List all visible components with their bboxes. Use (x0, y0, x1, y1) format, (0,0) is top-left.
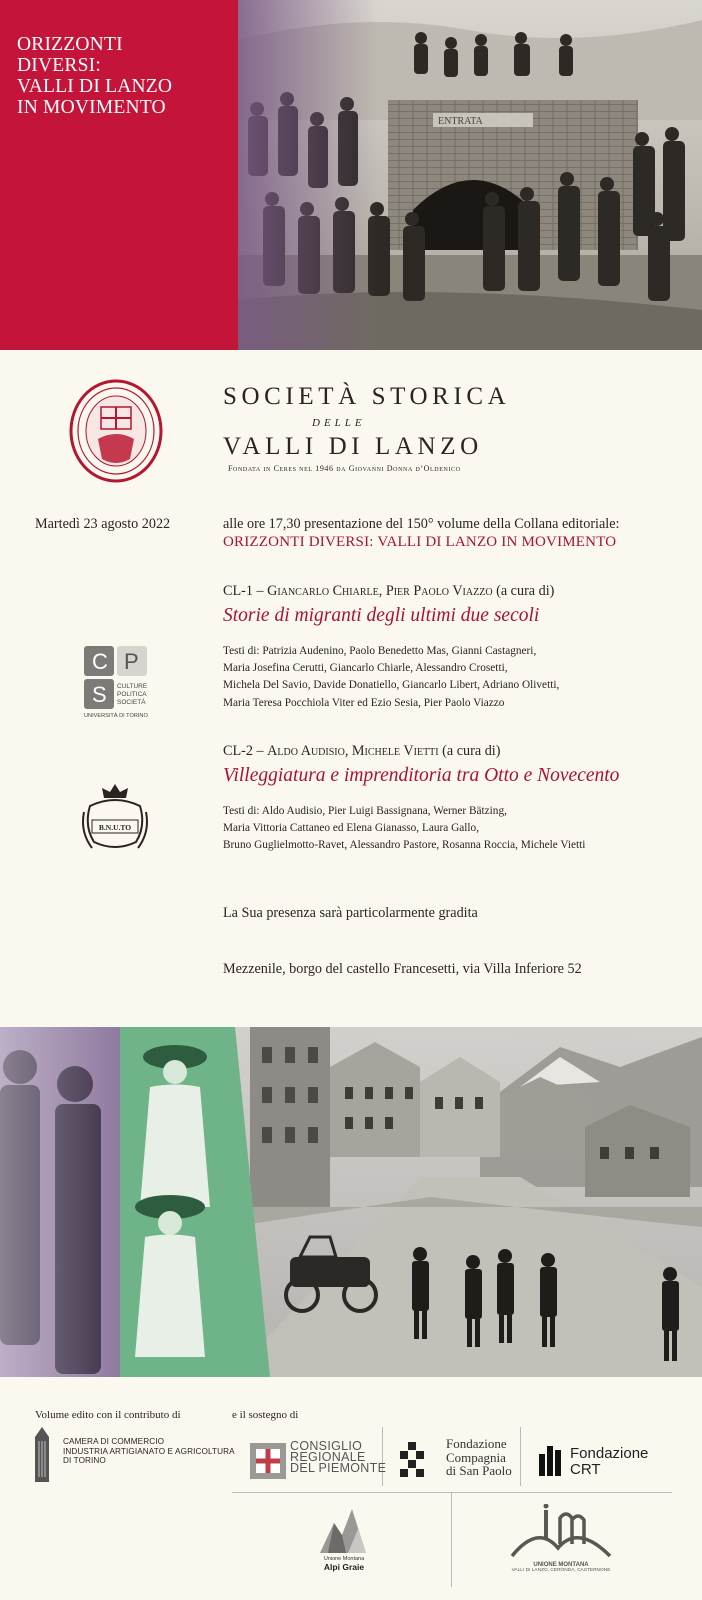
fondazione-crt-text (570, 1446, 648, 1478)
lanzo-line: UNIONE MONTANA (533, 1562, 589, 1568)
chamber-of-commerce-logo (35, 1427, 49, 1482)
piemonte-line: CONSIGLIO (290, 1439, 363, 1453)
chamber-line: CAMERA DI COMMERCIO (63, 1437, 165, 1446)
volume-title: Storie di migranti degli ultimi due secoli (223, 605, 540, 626)
chamber-line: DI TORINO (63, 1456, 106, 1465)
venue-address: Mezzenile, borgo del castello Francesetti, via Villa Inferiore 52 (223, 961, 582, 977)
chamber-line: INDUSTRIA ARTIGIANATO E AGRICOLTURA (63, 1446, 235, 1456)
contribution-caption: Volume edito con il contributo di (35, 1409, 181, 1421)
historical-collage-photo (0, 1027, 702, 1377)
support-caption: e il sostegno di (232, 1409, 299, 1421)
bnuto-label: B.N.U.TO (98, 823, 132, 832)
valli-di-lanzo-union-text (506, 1562, 616, 1573)
authors-line: Testi di: Aldo Audisio, Pier Luigi Bassignana, Werner Bätzing, (223, 805, 507, 817)
piemonte-line: DEL PIEMONTE (290, 1461, 387, 1475)
event-date: Martedì 23 agosto 2022 (35, 516, 171, 532)
piemonte-council-text (290, 1441, 386, 1474)
alpi-line: Alpi Graie (323, 1562, 365, 1572)
banner-title-line: DIVERSI: (17, 55, 101, 76)
alpi-graie-logo (318, 1505, 368, 1555)
chamber-of-commerce-text (63, 1437, 235, 1466)
divider (520, 1427, 521, 1486)
volume-heading (223, 583, 554, 600)
alpi-line: Unione Montana (323, 1556, 365, 1562)
presence-note: La Sua presenza sarà particolarmente gradita (223, 905, 478, 921)
volume-editors: Aldo Audisio, Michele Vietti (267, 743, 439, 759)
cps-word: SOCIETÀ (117, 699, 146, 706)
society-name-line2: VALLI DI LANZO (223, 433, 483, 460)
cps-letter: C (92, 649, 108, 674)
society-founded: Fondata in Ceres nel 1946 da Giovanni Donna d’Oldenico (228, 464, 461, 473)
cps-logo (84, 646, 152, 720)
authors-line: Bruno Guglielmotto-Ravet, Alessandro Pastore, Rosanna Roccia, Michele Vietti (223, 839, 586, 852)
authors-line: Maria Teresa Pocchiola Viter ed Ezio Sesia, Pier Paolo Viazzo (223, 696, 505, 709)
valli-di-lanzo-union-logo (508, 1504, 614, 1562)
piemonte-council-logo (250, 1443, 286, 1479)
tunnel-workers-photo (238, 0, 702, 350)
fondazione-crt-logo (539, 1446, 561, 1476)
header-banner (0, 0, 702, 350)
banner-title-line: ORIZZONTI (17, 34, 123, 55)
piemonte-line: REGIONALE (290, 1450, 366, 1464)
volume-curated: (a cura di) (496, 583, 555, 599)
volume-editors: Giancarlo Chiarle, Pier Paolo Viazzo (267, 583, 493, 599)
volume-curated: (a cura di) (442, 743, 501, 759)
crt-line: CRT (570, 1461, 601, 1478)
society-seal-logo (68, 379, 164, 483)
divider (451, 1492, 452, 1587)
compagnia-san-paolo-text (446, 1437, 512, 1478)
volume-title: Villeggiatura e imprenditoria tra Otto e Novecento (223, 765, 620, 786)
series-title: ORIZZONTI DIVERSI: VALLI DI LANZO IN MOVIMENTO (223, 534, 617, 550)
authors-line: Maria Josefina Cerutti, Giancarlo Chiarle, Alessandro Crosetti, (223, 662, 508, 675)
volume-code: CL-1 – (223, 583, 264, 599)
lanzo-line: VALLI DI LANZO, CERONDA, CASTERNONE (511, 1568, 611, 1573)
sanpaolo-line: Fondazione (446, 1436, 507, 1451)
cps-word: POLITICA (117, 691, 147, 698)
society-name: SOCIETÀ STORICA (223, 383, 511, 410)
cps-university: UNIVERSITÀ DI TORINO (84, 713, 148, 719)
crt-line: Fondazione (570, 1445, 649, 1462)
sanpaolo-line: di San Paolo (446, 1463, 512, 1478)
alpi-graie-text (314, 1556, 374, 1572)
event-intro: alle ore 17,30 presentazione del 150° volume della Collana editoriale: (223, 516, 620, 532)
authors-line: Testi di: Patrizia Audenino, Paolo Benedetto Mas, Gianni Castagneri, (223, 645, 537, 657)
sanpaolo-line: Compagnia (446, 1449, 506, 1465)
compagnia-san-paolo-logo (398, 1440, 426, 1478)
entrance-sign: ENTRATA (438, 116, 483, 127)
volume-heading (223, 743, 500, 760)
banner-title-line: VALLI DI LANZO (17, 76, 173, 97)
banner-title-line: IN MOVIMENTO (17, 97, 166, 118)
volume-authors (223, 803, 585, 855)
volume-code: CL-2 – (223, 743, 264, 759)
authors-line: Maria Vittoria Cattaneo ed Elena Gianasso, Laura Gallo, (223, 822, 480, 835)
society-delle: DELLE (312, 417, 366, 429)
bnuto-crest-logo (80, 782, 150, 856)
banner-title (17, 34, 232, 118)
cps-letter: P (124, 649, 139, 674)
cps-word: CULTURE (117, 683, 148, 690)
volume-authors (223, 643, 559, 712)
divider (232, 1492, 672, 1493)
cps-letter: S (92, 682, 107, 707)
authors-line: Michela Del Savio, Davide Donatiello, Giancarlo Libert, Adriano Olivetti, (223, 679, 560, 692)
